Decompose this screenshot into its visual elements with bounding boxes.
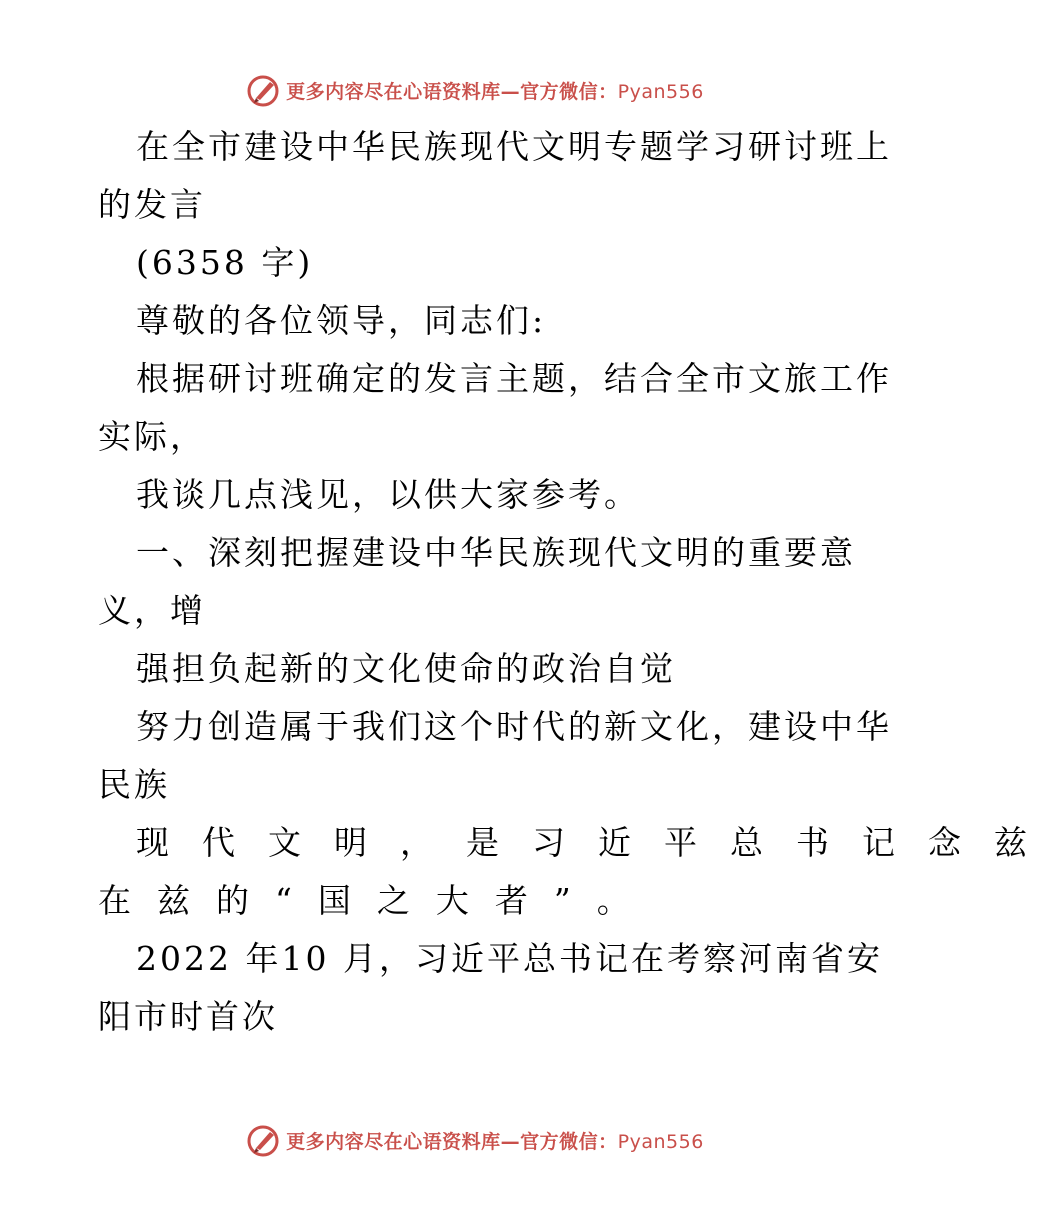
word-count: (6358 字) (136, 243, 314, 282)
paragraph-line: 现代文明，是习近平总书记念兹 (136, 823, 1060, 862)
section-heading-line: 义，增 (98, 591, 206, 630)
paragraph-line: 阳市时首次 (98, 997, 278, 1036)
paragraph-line: 民族 (98, 765, 170, 804)
paragraph-line: 我谈几点浅见，以供大家参考。 (136, 475, 640, 514)
section-heading-line: 一、深刻把握建设中华民族现代文明的重要意 (136, 533, 856, 572)
title-line-2: 的发言 (98, 185, 206, 224)
watermark-text: 更多内容尽在心语资料库—官方微信：Pyan556 (286, 80, 704, 103)
header-watermark (0, 70, 950, 110)
paragraph-line: 努力创造属于我们这个时代的新文化，建设中华 (136, 707, 892, 746)
paragraph-line: 在兹的“国之大者”。 (98, 881, 656, 920)
pen-logo-icon (246, 72, 282, 108)
salutation: 尊敬的各位领导，同志们: (136, 301, 547, 340)
section-heading-line: 强担负起新的文化使命的政治自觉 (136, 649, 676, 688)
footer-watermark (0, 1120, 950, 1160)
title-line-1: 在全市建设中华民族现代文明专题学习研讨班上 (136, 127, 892, 166)
paragraph-line: 实际， (98, 417, 206, 456)
watermark-text: 更多内容尽在心语资料库—官方微信：Pyan556 (286, 1130, 704, 1153)
paragraph-line: 根据研讨班确定的发言主题，结合全市文旅工作 (136, 359, 892, 398)
document-body (98, 118, 1060, 1046)
pen-logo-icon (246, 1122, 282, 1158)
paragraph-line: 2022 年10 月，习近平总书记在考察河南省安 (136, 939, 883, 978)
